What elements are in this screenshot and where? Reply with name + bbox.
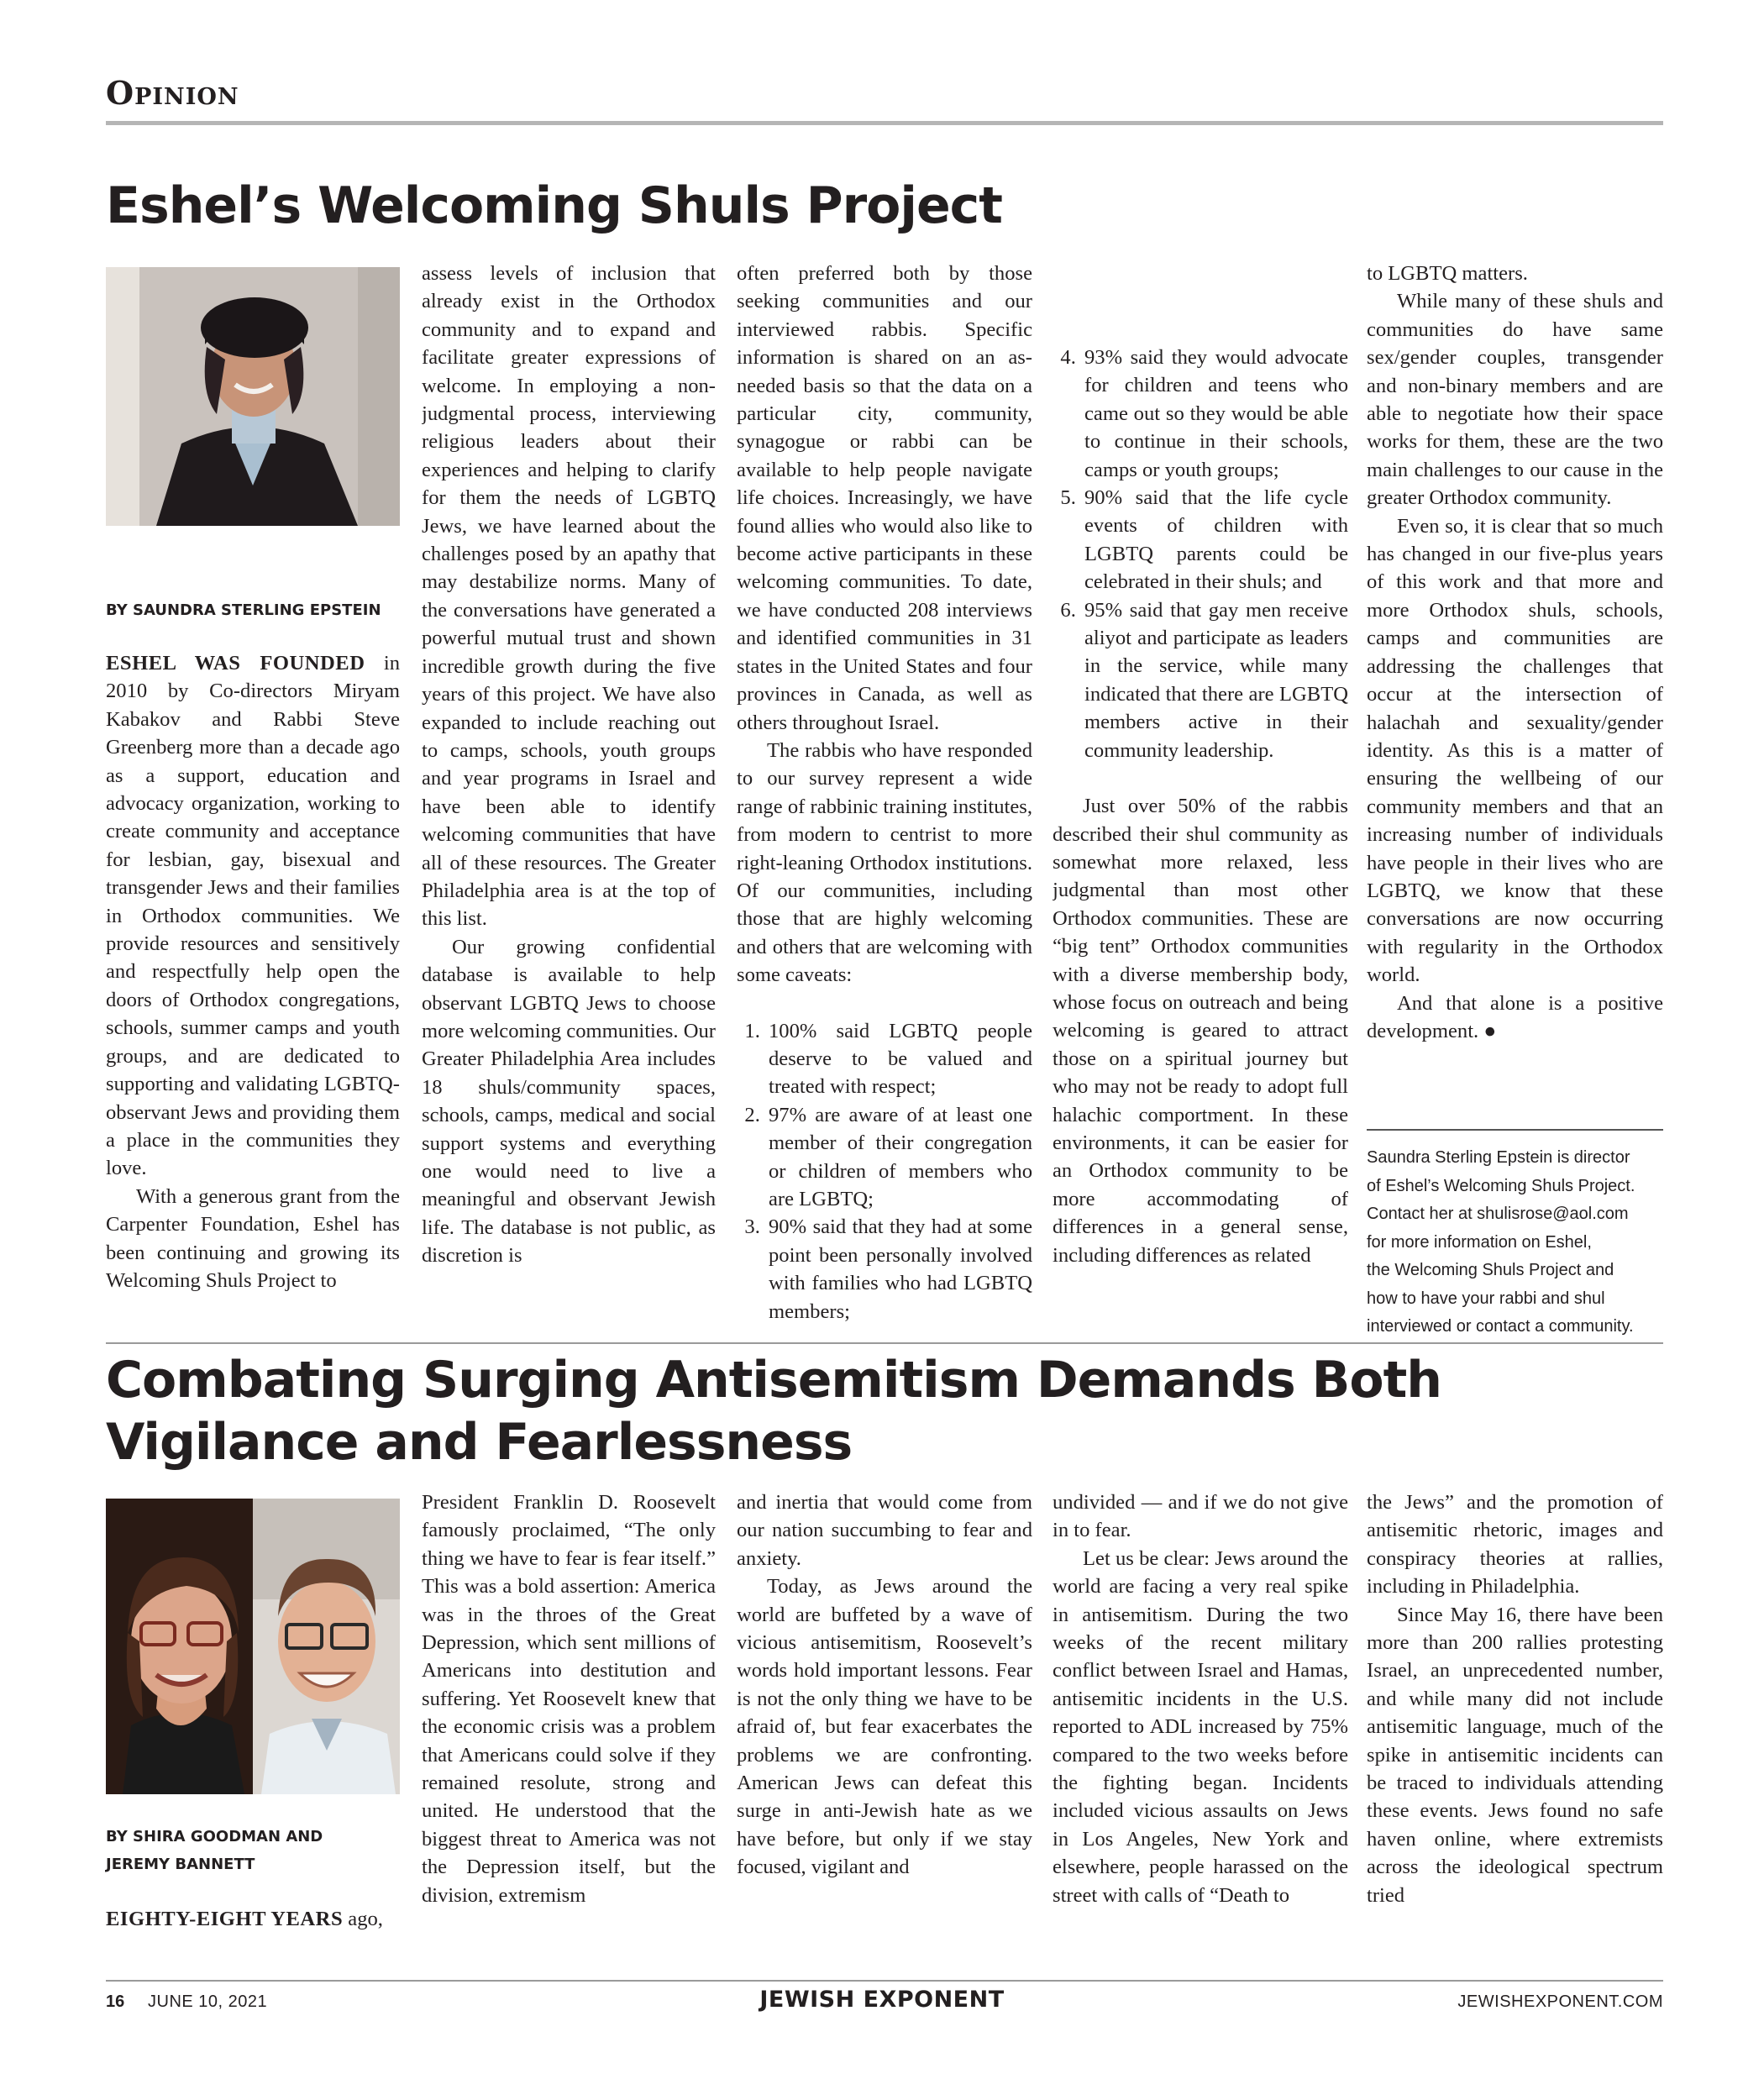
article2-column-3 bbox=[737, 1488, 1032, 1942]
article2-lede: EIGHTY-EIGHT YEARS bbox=[106, 1908, 344, 1930]
author-bio-line: of Eshel’s Welcoming Shuls Project. bbox=[1367, 1176, 1635, 1195]
section-label: Opinion bbox=[106, 74, 239, 112]
article1-col5-p2: While many of these shuls and communities do have same sex/gender couples, transgender and non-binary members and are able to negotiate how their space works for them, these are the two main challenges to our cause in the greater Orthodox community. bbox=[1367, 290, 1663, 510]
article1-column-1 bbox=[106, 649, 400, 1321]
article1-headline: Eshel’s Welcoming Shuls Project bbox=[106, 176, 1002, 235]
article2-col1-text: ago, bbox=[343, 1908, 383, 1930]
article1-col5-p4: And that alone is a positive development. ● bbox=[1367, 991, 1663, 1042]
author-bio-line: the Welcoming Shuls Project and bbox=[1367, 1261, 1614, 1279]
survey-results-list-continued bbox=[1053, 260, 1348, 344]
article2-col4-p1: undivided — and if we do not give in to fear. bbox=[1053, 1491, 1348, 1542]
article1-col1-p1: in 2010 by Co-directors Miryam Kabakov and Rabbi Steve Greenberg more than a decade ago as a support, education and advocacy organization, working to create community and acceptance for lesbian, gay, bisexual and transgender Jews and their families in Orthodox communities. We provide resources and sensitively and respectfully help open the doors of Orthodox congregations, schools, summer camps and youth groups, and are dedicated to supporting and validating LGBTQ-observant Jews and providing them a place in the communities they love. bbox=[106, 652, 400, 1180]
article2-byline bbox=[106, 1823, 408, 1878]
author-portrait-image bbox=[253, 1499, 400, 1794]
section-rule bbox=[106, 121, 1663, 125]
survey-result-item: 1. 100% said LGBTQ people deserve to be valued and treated with respect; bbox=[765, 1017, 1032, 1101]
article1-lede: ESHEL WAS FOUNDED bbox=[106, 652, 365, 675]
author-bio-line: how to have your rabbi and shul bbox=[1367, 1289, 1605, 1308]
article1-col4-p1: Just over 50% of the rabbis described their shul community as somewhat more relaxed, less judgmental than most other Orthodox communities. These are “big tent” Orthodox communities with a diverse membership body, whose focus on outreach and being welcoming is geared to attract those on a spiritual journey but who may not be ready to adopt full halachic comportment. In these environments, it can be easier for an Orthodox community to be more accommodating of differences in a general sense, including differences as related bbox=[1053, 795, 1348, 1267]
article2-column-5 bbox=[1367, 1488, 1663, 1942]
article1-col5-p1: to LGBTQ matters. bbox=[1367, 262, 1528, 285]
survey-results-list-part2 bbox=[1053, 344, 1348, 764]
article1-col5-p3: Even so, it is clear that so much has changed in our five-plus years of this work and that more and more Orthodox shuls, schools, camps and communities are addressing the challenges that occur at the intersection of halachah and sexuality/gender identity. As this is a matter of ensuring the wellbeing of our community members and that an increasing number of individuals have people in their lives who are LGBTQ, we know that these conversations are now occurring with regularity in the Orthodox world. bbox=[1367, 514, 1663, 987]
publication-url: JEWISHEXPONENT.COM bbox=[1457, 1992, 1663, 2011]
article-separator bbox=[106, 1342, 1663, 1344]
article1-col3-p1: often preferred both by those seeking communities and our interviewed rabbis. Specific information is shared on an as-needed basis so that the data on a particular city, community, synagogue or rabbi can be available to help people navigate life choices. Increasingly, we have found allies who would also like to become active participants in these welcoming communities. To date, we have conducted 208 interviews and identified communities in 31 states in the United States and four provinces in Canada, as well as others throughout Israel. bbox=[737, 262, 1032, 734]
author-bio-line: Saundra Sterling Epstein is director bbox=[1367, 1148, 1630, 1167]
article2-col5-p2: Since May 16, there have been more than 200 rallies protesting Israel, an unprecedented number, and while many did not include antisemitic language, much of the spike in antisemitic incidents can be traced to individuals attending these events. Jews found no safe haven online, where extremists across the ideological spectrum tried bbox=[1367, 1603, 1663, 1907]
survey-result-item-continued bbox=[1081, 260, 1348, 344]
article2-col5-p1: the Jews” and the promotion of antisemitic rhetoric, images and conspiracy theories at rallies, including in Philadelphia. bbox=[1367, 1491, 1663, 1599]
article2-column-2 bbox=[422, 1488, 716, 1942]
article2-column-1 bbox=[106, 1905, 400, 1939]
article1-column-3 bbox=[737, 260, 1032, 1326]
survey-result-item: 3. 90% said that they had at some point been personally involved with families who had LGBTQ members; bbox=[765, 1213, 1032, 1326]
survey-results-list bbox=[737, 1017, 1032, 1326]
footer-rule bbox=[106, 1980, 1663, 1982]
survey-result-item: 2. 97% are aware of at least one member of their congregation or children of members who are LGBTQ; bbox=[765, 1101, 1032, 1214]
article2-byline-line: JEREMY BANNETT bbox=[106, 1856, 255, 1873]
article1-col2-p1: assess levels of inclusion that already exist in the Orthodox community and to expand and facilitate greater expressions of welcome. In employing a non-judgmental process, interviewing religious leaders about their experiences and helping to clarify for them the needs of LGBTQ Jews, we have learned about the challenges posed by an apathy that may destabilize norms. Many of the conversations have generated a powerful mutual trust and shown incredible growth during the five years of this project. We have also expanded to include reaching out to camps, schools, youth groups and year programs in Israel and have been able to identify welcoming communities that have all of these resources. The Greater Philadelphia area is at the top of this list. bbox=[422, 262, 716, 931]
author-bio-line: for more information on Eshel, bbox=[1367, 1232, 1592, 1252]
author-bio-line: Contact her at shulisrose@aol.com bbox=[1367, 1205, 1629, 1223]
article1-column-2 bbox=[422, 260, 716, 1326]
article1-col3-p2: The rabbis who have responded to our survey represent a wide range of rabbinic training institutes, from modern to centrist to more right-leaning Orthodox institutions. Of our communities, including those that are highly welcoming and others that are welcoming with some caveats: bbox=[737, 738, 1032, 987]
author-photo-epstein bbox=[106, 267, 400, 526]
author-bio-line: interviewed or contact a community. bbox=[1367, 1317, 1634, 1336]
article1-col1-p2: With a generous grant from the Carpenter Foundation, Eshel has been continuing and growing its Welcoming Shuls Project to bbox=[106, 1184, 400, 1292]
article1-column-4 bbox=[1053, 260, 1348, 1326]
article2-headline: Combating Surging Antisemitism Demands Both Vigilance and Fearlessness bbox=[106, 1351, 1441, 1472]
author-portrait-image bbox=[106, 1499, 253, 1794]
article1-byline: BY SAUNDRA STERLING EPSTEIN bbox=[106, 601, 381, 619]
article2-col4-p2: Let us be clear: Jews around the world are facing a very real spike in antisemitism. During the two weeks of the recent military conflict between Israel and Hamas, antisemitic incidents in the U.S. reported to ADL increased by 75% compared to the two weeks before the fighting began. Incidents included vicious assaults on Jews in Los Angeles, New York and elsewhere, people harassed on the street with calls of “Death to bbox=[1053, 1546, 1348, 1907]
page-number: 16 bbox=[106, 1992, 125, 2011]
author-portrait-image bbox=[106, 267, 400, 526]
survey-result-item: 5. 90% said that the life cycle events of children with LGBTQ parents could be celebrated in their shuls; and bbox=[1081, 484, 1348, 596]
article2-col2-p1: President Franklin D. Roosevelt famously proclaimed, “The only thing we have to fear is fear itself.” This was a bold assertion: America was in the throes of the Great Depression, which sent millions of Americans into destitution and suffering. Yet Roosevelt knew that the economic crisis was a problem that Americans could solve if they remained resolute, strong and united. He understood that the biggest threat to America was not the Depression itself, but the division, extremism bbox=[422, 1491, 716, 1907]
article2-column-4 bbox=[1053, 1488, 1348, 1942]
author-photo-bannett bbox=[253, 1499, 400, 1794]
article2-col3-p2: Today, as Jews around the world are buffeted by a wave of vicious antisemitism, Roosevelt’s words hold important lessons. Fear is not the only thing we have to be afraid of, but fear exacerbates the problems we are confronting. American Jews can defeat this surge in anti-Jewish hate as we have before, but only if we stay focused, vigilant and bbox=[737, 1575, 1032, 1879]
survey-result-item: 6. 95% said that gay men receive aliyot and participate as leaders in the service, while many indicated that there are LGBTQ members active in their community leadership. bbox=[1081, 596, 1348, 764]
article1-column-5 bbox=[1367, 260, 1663, 1116]
article1-col2-p2: Our growing confidential database is available to help observant LGBTQ Jews to choose more welcoming communities. Our Greater Philadelphia Area includes 18 shuls/community spaces, schools, camps, medical and social support systems and everything one would need to live a meaningful and observant Jewish life. The database is not public, as discretion is bbox=[422, 935, 716, 1268]
author-bio-rule bbox=[1367, 1129, 1663, 1131]
author-photo-goodman bbox=[106, 1499, 253, 1794]
issue-date: JUNE 10, 2021 bbox=[148, 1992, 268, 2011]
survey-result-item: 4. 93% said they would advocate for children and teens who came out so they would be able to continue in their schools, camps or youth groups; bbox=[1081, 344, 1348, 484]
author-bio bbox=[1367, 1144, 1669, 1341]
article2-byline-line: BY SHIRA GOODMAN AND bbox=[106, 1828, 323, 1845]
publication-masthead: JEWISH EXPONENT bbox=[759, 1987, 1005, 2013]
article2-col3-p1: and inertia that would come from our nation succumbing to fear and anxiety. bbox=[737, 1491, 1032, 1570]
